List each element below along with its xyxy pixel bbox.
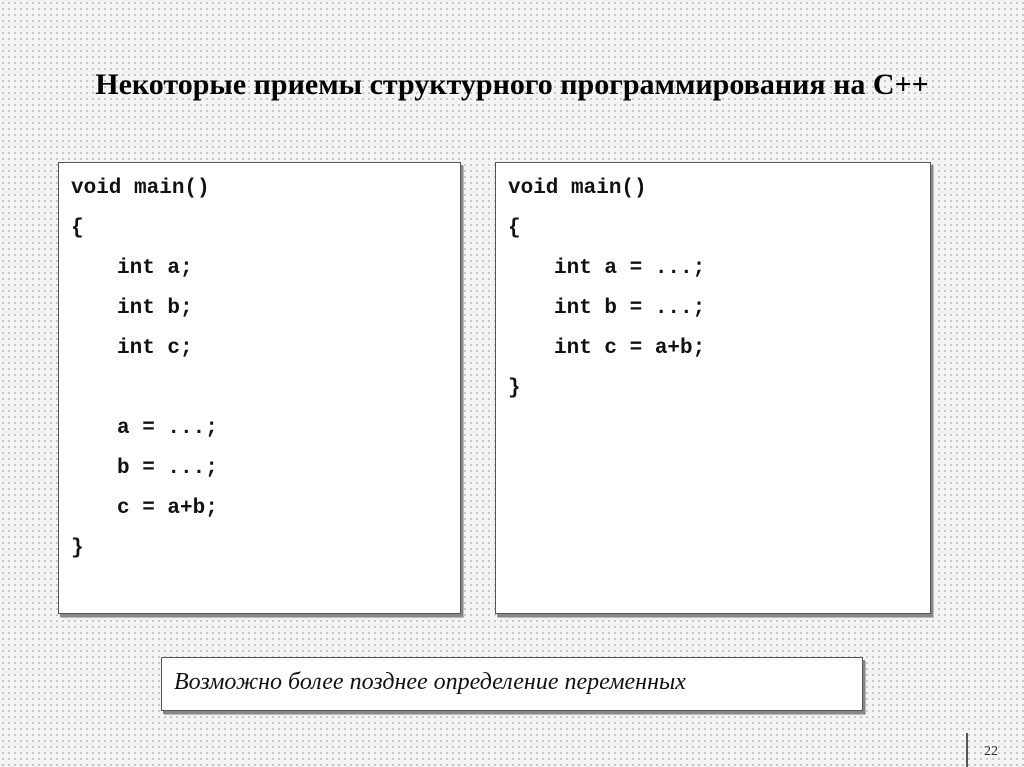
- code-line: {: [508, 217, 521, 240]
- code-lines-left: [71, 173, 218, 573]
- code-line: void main(): [508, 177, 647, 200]
- code-line: c = a+b;: [117, 497, 218, 520]
- page-divider: [966, 733, 968, 767]
- code-line: int a = ...;: [554, 257, 706, 280]
- code-line: int c = a+b;: [554, 337, 706, 360]
- code-line: int a;: [117, 257, 193, 280]
- code-line: }: [508, 377, 521, 400]
- code-lines-right: [508, 173, 705, 413]
- code-line: int b = ...;: [554, 297, 706, 320]
- note-box: [161, 657, 863, 711]
- code-line: {: [71, 217, 84, 240]
- code-line: b = ...;: [117, 457, 218, 480]
- note-text: Возможно более позднее определение переменных: [174, 669, 686, 695]
- code-line-blank: [71, 373, 218, 413]
- code-line: }: [71, 537, 84, 560]
- code-line: a = ...;: [117, 417, 218, 440]
- code-block-late-declaration: [495, 162, 931, 614]
- slide-title: Некоторые приемы структурного программирования на С++: [95, 68, 929, 101]
- code-line: int b;: [117, 297, 193, 320]
- code-line: void main(): [71, 177, 210, 200]
- code-block-separate-declaration: [58, 162, 461, 614]
- page-number: 22: [984, 744, 998, 759]
- code-line: int c;: [117, 337, 193, 360]
